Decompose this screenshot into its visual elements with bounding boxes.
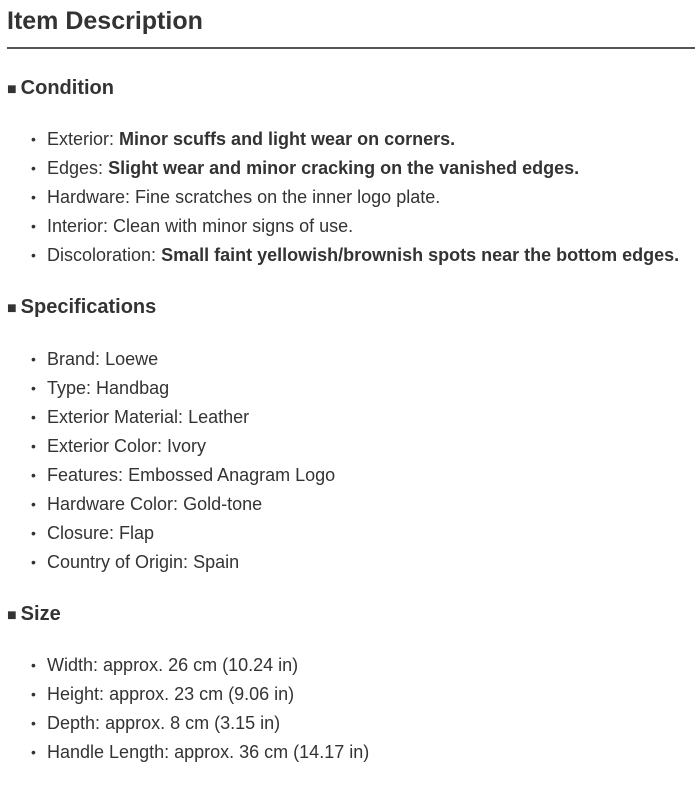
list-item [0, 738, 369, 767]
item-label: Edges: [47, 158, 104, 178]
specifications-heading [7, 294, 156, 322]
item-label: Features: [47, 465, 124, 485]
bullet-icon: • [31, 160, 36, 176]
list-item [0, 154, 679, 183]
item-label: Discoloration: [47, 245, 157, 265]
item-value: Flap [119, 523, 155, 543]
item-label: Handle Length: [47, 742, 170, 762]
bullet-icon: • [31, 189, 36, 205]
item-value: Ivory [167, 436, 207, 456]
item-label: Exterior: [47, 129, 115, 149]
bullet-icon: • [31, 496, 36, 512]
list-item [0, 490, 335, 519]
list-item [0, 432, 335, 461]
item-label: Exterior Material: [47, 407, 184, 427]
list-item [0, 212, 679, 241]
item-label: Width: [47, 655, 99, 675]
list-item [0, 125, 679, 154]
list-item [0, 241, 679, 270]
list-item [0, 548, 335, 577]
list-item [0, 374, 335, 403]
bullet-icon: • [31, 218, 36, 234]
item-label: Brand: [47, 349, 101, 369]
section-marker-icon: ■ [7, 300, 17, 317]
list-item [0, 519, 335, 548]
list-item [0, 461, 335, 490]
bullet-icon: • [31, 467, 36, 483]
list-item [0, 183, 679, 212]
size-heading [7, 601, 61, 629]
bullet-icon: • [31, 438, 36, 454]
bullet-icon: • [31, 554, 36, 570]
bullet-icon: • [31, 351, 36, 367]
list-item [0, 680, 369, 709]
size-list [0, 651, 369, 767]
item-value: Clean with minor signs of use. [113, 216, 354, 236]
item-value: Leather [188, 407, 250, 427]
item-label: Depth: [47, 713, 101, 733]
item-value: approx. 23 cm (9.06 in) [109, 684, 295, 704]
item-value: Handbag [96, 378, 170, 398]
item-label: Closure: [47, 523, 115, 543]
item-value: Embossed Anagram Logo [128, 465, 336, 485]
item-value: Slight wear and minor cracking on the vanished edges. [108, 158, 580, 178]
section-marker-icon: ■ [7, 81, 17, 98]
size-heading-text: Size [20, 603, 61, 625]
bullet-icon: • [31, 131, 36, 147]
list-item [0, 403, 335, 432]
bullet-icon: • [31, 715, 36, 731]
item-value: Loewe [105, 349, 159, 369]
item-label: Type: [47, 378, 92, 398]
condition-heading-text: Condition [20, 77, 114, 99]
bullet-icon: • [31, 380, 36, 396]
bullet-icon: • [31, 657, 36, 673]
item-value: approx. 26 cm (10.24 in) [103, 655, 299, 675]
item-value: Small faint yellowish/brownish spots near the bottom edges. [161, 245, 680, 265]
item-value: Gold-tone [183, 494, 263, 514]
item-label: Exterior Color: [47, 436, 163, 456]
item-value: approx. 36 cm (14.17 in) [174, 742, 370, 762]
page-title: Item Description [7, 7, 203, 35]
bullet-icon: • [31, 247, 36, 263]
list-item [0, 651, 369, 680]
specifications-heading-text: Specifications [20, 296, 157, 318]
item-value: Spain [193, 552, 240, 572]
bullet-icon: • [31, 409, 36, 425]
item-label: Hardware Color: [47, 494, 179, 514]
condition-list [0, 125, 679, 270]
item-value: Fine scratches on the inner logo plate. [135, 187, 441, 207]
item-label: Height: [47, 684, 105, 704]
list-item [0, 345, 335, 374]
bullet-icon: • [31, 744, 36, 760]
item-label: Country of Origin: [47, 552, 189, 572]
list-item [0, 709, 369, 738]
bullet-icon: • [31, 686, 36, 702]
bullet-icon: • [31, 525, 36, 541]
item-label: Hardware: [47, 187, 131, 207]
specifications-list [0, 345, 335, 577]
section-marker-icon: ■ [7, 607, 17, 624]
item-value: approx. 8 cm (3.15 in) [105, 713, 281, 733]
title-divider [7, 47, 695, 49]
item-label: Interior: [47, 216, 109, 236]
condition-heading [7, 75, 114, 103]
item-value: Minor scuffs and light wear on corners. [119, 129, 456, 149]
